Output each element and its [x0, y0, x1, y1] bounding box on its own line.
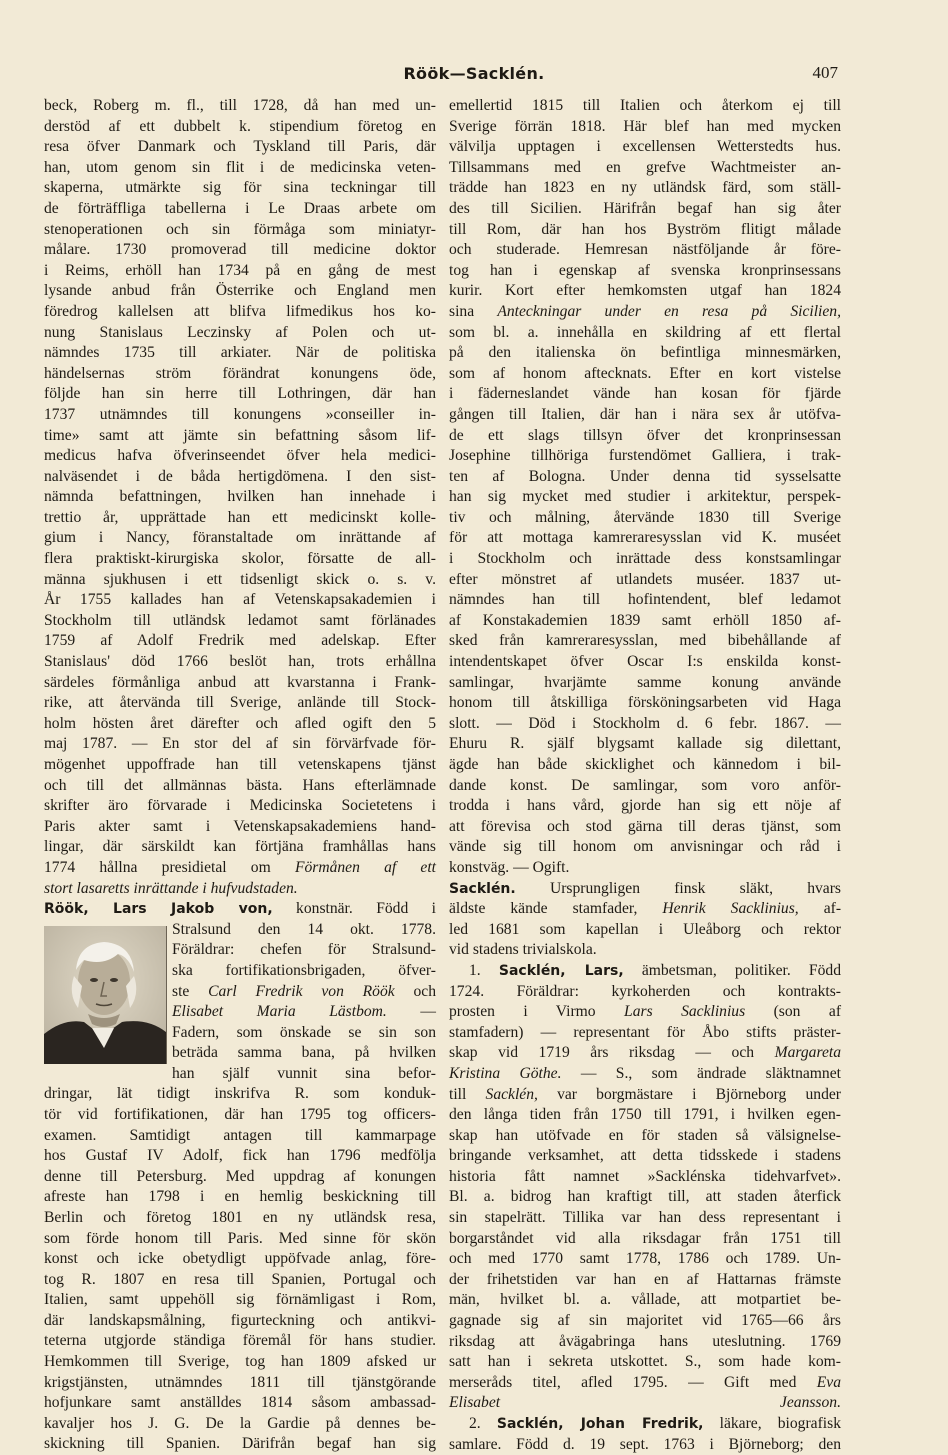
text-line: emellertid 1815 till Italien och återkom ej till: [449, 97, 841, 114]
text-line: satt han i sekreta utskottet. S., som hade kom-: [449, 1353, 841, 1371]
text-line: i Reims, erhöll han 1734 på en gång de mest: [44, 261, 436, 279]
text-line: skickning till Spanien. Därifrån begaf han sig: [44, 1435, 436, 1453]
text-line: merseråds titel, afled 1795. — Gift med Eva: [449, 1373, 841, 1391]
mother-name: Elisabet Maria Lästbom.: [172, 1003, 387, 1021]
text-line: Berlin och företog 1801 en ny utländsk resa,: [44, 1208, 436, 1226]
text-line: 1774 hållna presidietal om Förmånen af ett: [44, 858, 436, 876]
text-line: lysande anbud från Österrike och England men: [44, 282, 436, 300]
text-line: holm hösten året därefter och afled ogift den 5: [44, 714, 436, 732]
text-line: slott. — Död i Stockholm d. 6 febr. 1867. —: [449, 714, 841, 732]
text-line: han själf vunnit sina befor-: [172, 1064, 436, 1082]
portrait-wrap-text: [172, 920, 436, 1064]
text-line: de ett slags tillsyn öfver det kronprinsessan: [449, 426, 841, 444]
text-line: Bl. a. bidrog han kraftigt till, att staden återfick: [449, 1188, 841, 1206]
text-line: föredrog kallelsen att blifva lifmedikus hos ko-: [44, 302, 436, 320]
family-name: Sacklén.: [449, 880, 516, 897]
text-line: dringar, lät tidigt inskrifva R. som konduk-: [44, 1085, 436, 1103]
text-line: der frihetstiden var han en af Hattarnas främste: [449, 1270, 841, 1288]
text-line: stenoperationen och sin förmåga som miniatyr-: [44, 220, 436, 238]
text-line: afreste han 1798 i en hemlig beskickning till: [44, 1188, 436, 1206]
text-line: nämndes 1735 till arkiater. När de politiska: [44, 344, 436, 362]
text-line: samlare. Född d. 19 sept. 1763 i Björneborg; den: [449, 1435, 841, 1453]
text-line: krigstjänsten, utnämndes 1811 till tjänstgörande: [44, 1373, 436, 1391]
text-line: maj 1787. — En stor del af sin förvärfvade för-: [44, 735, 436, 753]
entry-2-heading: 2. Sacklén, Johan Fredrik, läkare, biografisk: [469, 1415, 841, 1432]
text-line: Sverige förrän 1818. Här blef han med mycken: [449, 117, 841, 135]
text-line: nalväsendet i de båda hertigdömena. I den sist-: [44, 467, 436, 485]
text-line: led 1681 som kapellan i Uleåborg och rektor: [449, 920, 841, 938]
text-line: Stralsund den 14 okt. 1778.: [172, 920, 436, 938]
text-line: stamfadern) — representant för Åbo stifts präster-: [449, 1023, 841, 1041]
text-line: borgarståndet vid alla riksdagar från 1751 till: [449, 1229, 841, 1247]
text-line: skap vid 1719 års riksdag — och Margareta: [449, 1044, 841, 1062]
text-line: samlingar, hvarjämte samme konung använde: [449, 673, 841, 691]
text-line: vid stadens trivialskola.: [449, 941, 597, 959]
text-line: nämnda befattningen, hvilken han innehade i: [44, 488, 436, 506]
running-header: Röök—Sacklén.: [403, 64, 545, 83]
text-line: Kristina Göthe. — S., som ändrade släktnamnet: [449, 1064, 841, 1082]
text-line: han sig mycket med studier i arkitektur, perspek-: [449, 488, 841, 506]
text-line: och studerade. Hemresan nästföljande år före-: [449, 241, 841, 259]
text-line: prosten i Virmo Lars Sacklinius (son af: [449, 1003, 842, 1021]
text-line: trettio år, upprättade han ett medicinskt kolle-: [44, 508, 436, 526]
text-line: i Stockholm och inrättade dess konstsamlingar: [449, 550, 841, 568]
family-heading: Sacklén. Ursprungligen finsk släkt, hvars: [449, 879, 841, 897]
text-line: Stockholm till utländsk ledamot samt förlänades: [44, 611, 436, 629]
father-name: Carl Fredrik von Röök: [208, 982, 395, 1000]
text-line: beträda samma bana, på hvilken: [172, 1044, 436, 1062]
text-line: som bl. a. innehålla en skildring af ett flertal: [449, 323, 841, 341]
right-text-c: [449, 1105, 841, 1393]
text-line: vände sig till honom om anvisningar och råd i: [449, 838, 841, 856]
text-line: att förevisa och stod gärna till deras tjänst, som: [449, 817, 841, 835]
text-line: ste Carl Fredrik von Röök och: [172, 982, 437, 1000]
text-line: tiv och målning, återvände 1830 till Sverige: [449, 508, 841, 526]
text-line: Hemkommen till Sverige, tog han 1809 afsked ur: [44, 1353, 436, 1371]
text-line: och med 1770 samt 1778, 1786 och 1789. Un-: [449, 1250, 841, 1268]
entry-2-name: Sacklén, Johan Fredrik,: [496, 1416, 704, 1432]
text-line: 1759 af Adolf Fredrik med adelskap. Efter: [44, 632, 436, 650]
text-line: 1724. Föräldrar: kyrkoherden och kontrakts-: [449, 982, 841, 1000]
text-line: i fäderneslandet vände han kosan för fjärde: [449, 385, 841, 403]
text-line: derstöd af ett dubbelt k. stipendium företog en: [44, 117, 436, 135]
text-line: [449, 1393, 841, 1414]
right-text-a: [449, 96, 841, 302]
speech-title: Förmånen af ett: [294, 858, 436, 876]
text-line: på den italienska ön befintliga minnesmärken,: [449, 344, 841, 362]
text-line: Fadern, som önskade se sin son: [172, 1023, 436, 1041]
right-column: [449, 96, 841, 1455]
text-line: kurir. Kort efter hemkomsten utgaf han 1824: [449, 282, 841, 300]
text-line: konst och icke obetydligt uppöfvade anlag, före-: [44, 1250, 436, 1268]
text-line: trädde han 1823 en ny utländsk färd, som ställ-: [449, 179, 841, 197]
text-line: äldste kände stamfader, Henrik Sacklinius, af-: [449, 900, 842, 918]
text-line: den långa tiden från 1750 till 1791, i hvilken egen-: [449, 1106, 841, 1124]
text-line: skap han utöfvade en för staden så välsignelse-: [449, 1126, 841, 1144]
text-line: nämndes han till hofintendent, blef ledamot: [449, 591, 841, 609]
text-line: kavaljer hos J. G. De la Gardie på dennes be-: [44, 1414, 436, 1432]
text-line: beck, Roberg m. fl., till 1728, då han med un-: [44, 97, 436, 114]
ancestor-name: Henrik Sacklinius,: [662, 900, 799, 918]
text-line: skrifter äro förvarade i Medicinska Societetens i: [44, 797, 436, 815]
text-line: ska fortifikationsbrigaden, öfver-: [172, 961, 436, 979]
text-line: Tillsammans med en grefve Wachtmeister an-: [449, 158, 841, 176]
text-line: resa öfver Danmark och Tyskland till Paris, där: [44, 138, 436, 156]
text-line: som af honom aftecknats. Efter en kort vistelse: [449, 364, 841, 382]
text-line: gagnade sig af sin majoritet vid 1765—66 års: [449, 1312, 841, 1330]
text-line: han, utom genom sin flit i de medicinska veten-: [44, 158, 436, 176]
text-line: efter mönstret af utlandets muséer. 1837 ut-: [449, 570, 841, 588]
entry-1-heading: 1. Sacklén, Lars, ämbetsman, politiker. Född: [469, 961, 841, 979]
text-line: af Konstakademien 1839 samt erhöll 1850 af-: [449, 611, 841, 629]
text-line: där landskapsmålning, figurteckning och antikvi-: [44, 1311, 436, 1329]
text-line: hofjunkare samt anställdes 1814 såsom ambassad-: [44, 1394, 436, 1412]
text-line: flera praktiskt-kirurgiska skolor, försatte de all-: [44, 550, 436, 568]
text-line: nung Stanislaus Leczinsky af Polen och ut-: [44, 323, 436, 341]
entry-name: Röök, Lars Jakob von,: [44, 901, 273, 918]
portrait-image: [44, 926, 167, 1064]
left-bottom-text: [44, 1084, 436, 1455]
text-line: Föräldrar: chefen för Stralsund-: [172, 941, 436, 959]
text-line: ten af Bologna. Under denna tid sysselsatte: [449, 467, 841, 485]
text-line: denne till Petersburg. Med uppdrag af konungen: [44, 1167, 436, 1185]
text-line: och till det allmännas bästa. Hans efterlämnade: [44, 776, 436, 794]
text-line: hos Gustaf IV Adolf, fick han 1796 medfölja: [44, 1147, 436, 1165]
left-column: [44, 96, 436, 1455]
text-line: välvilja upptagen i excellensen Wetterstedts hus.: [449, 138, 841, 156]
text-line: 1737 utnämndes till konungens »conseiller in-: [44, 405, 436, 423]
book-title: Anteckningar under en resa på Sicilien,: [497, 302, 841, 320]
text-line: dande konst. De samlingar, som voro anför-: [449, 776, 841, 794]
text-line: skaperna, utmärkte sig för sina teckningar till: [44, 179, 436, 197]
text-line: Ehuru R. själf blygsamt kallade sig dilettant,: [449, 735, 841, 753]
entry-rook-heading: Röök, Lars Jakob von, konstnär. Född i: [44, 900, 436, 918]
page-number: 407: [812, 63, 838, 82]
text-line: följde han sin herre till Lothringen, där han: [44, 385, 436, 403]
text-line: målare. 1730 promoverad till medicine doktor: [44, 241, 436, 259]
text-line: historia fått namnet »Sacklénska tidehvarfvet».: [449, 1167, 841, 1185]
text-line: Elisabet Maria Lästbom. —: [172, 1003, 436, 1021]
text-line: medicus hafva öfverinseendet öfver hela medici-: [44, 447, 436, 465]
wife-name: Elisabet Jeansson.: [449, 1394, 841, 1412]
text-line: ägde han både skicklighet och kännedom i bil-: [449, 756, 841, 773]
text-line: time» samt att jämte sin befattning såsom lif-: [44, 426, 436, 444]
text-line: de förträffliga tabellerna i Le Draas arbete om: [44, 199, 436, 217]
text-line: männa sjukhusen i ett tidsenligt skick o. s. v.: [44, 570, 436, 588]
text-line: lingar, där särskildt kan förtjäna framhållas hans: [44, 838, 436, 856]
text-line: trodda i hans vård, gjorde han sig ett nöje af: [449, 797, 841, 815]
text-line: riksdag att åvägabringa hans uteslutning. 1769: [449, 1332, 841, 1350]
portrait-block: [44, 920, 436, 1064]
text-line: särdeles förmånliga anbud att kvarstanna i Frank-: [44, 673, 436, 691]
text-line: des till Sicilien. Härifrån begaf han sig åter: [449, 199, 841, 217]
text-line: gium i Nancy, föranstaltade om inrättande af: [44, 529, 436, 547]
text-line: gången till Italien, där han i nära sex år utöfva-: [449, 405, 841, 423]
text-line: År 1755 kallades han af Vetenskapsakademien i: [44, 591, 436, 609]
mother-name: Kristina Göthe.: [449, 1064, 562, 1082]
speech-title-cont: stort lasaretts inrättande i hufvudstaden.: [44, 879, 298, 897]
right-text-b: [449, 323, 841, 879]
text-line: rike, att återvända till Sverige, anlände till Stock-: [44, 694, 436, 712]
text-line: Italien, samt uppehöll sig förnämligast i Rom,: [44, 1291, 436, 1309]
entry-1-name: Sacklén, Lars,: [498, 962, 624, 979]
text-line: sked från kamreraresysslan, med bibehållande af: [449, 632, 841, 650]
text-line: män, hvilket bl. a. vållade, att motpartiet be-: [449, 1291, 841, 1309]
left-top-text: [44, 96, 436, 858]
text-line: tog han i egenskap af svenska kronprinsessans: [449, 261, 841, 279]
text-line: tör vid fortifikationen, där han 1795 tog officers-: [44, 1105, 436, 1123]
text-line: för att mottaga kamreraresysslan vid K. muséet: [449, 529, 841, 547]
text-line: händelsernas ström förändrat konungens öde,: [44, 364, 436, 382]
text-line: sina Anteckningar under en resa på Sicilien,: [449, 302, 841, 320]
text-line: Paris akter samt i Vetenskapsakademiens hand-: [44, 817, 436, 835]
wife-first-name: Eva: [816, 1373, 841, 1391]
text-line: tog R. 1807 en resa till Spanien, Portugal och: [44, 1270, 436, 1288]
text-line: mögenhet uppoffrade han till vetenskapens tjänst: [44, 756, 436, 773]
text-line: till Sacklén, var borgmästare i Björneborg under: [449, 1085, 842, 1103]
text-line: konstväg. — Ogift.: [449, 858, 570, 876]
text-line: som förde honom till Paris. Med sinne för skön: [44, 1229, 436, 1247]
text-line: Stanislaus' död 1766 beslöt han, trots erhållna: [44, 653, 436, 671]
text-line: till Rom, där han hos Byström flitigt målade: [449, 220, 841, 238]
text-line: bringande verksamhet, att detta tidsskede i stadens: [449, 1147, 841, 1165]
text-line: honom till åtskilliga försköningsarbeten vid Haga: [449, 694, 841, 712]
text-line: sin stapelrätt. Tillika var han dess representant i: [449, 1209, 841, 1227]
text-line: intendentskapet öfver Oscar I:s enskilda konst-: [449, 653, 841, 671]
text-line: examen. Samtidigt antagen till kammarpage: [44, 1126, 436, 1144]
father-name: Lars Sacklinius: [624, 1003, 746, 1021]
text-line: Josephine tillhöriga furstendömet Galliera, i trak-: [449, 447, 841, 465]
text-line: teterna utgjorde ständiga föremål för hans studier.: [44, 1332, 436, 1350]
